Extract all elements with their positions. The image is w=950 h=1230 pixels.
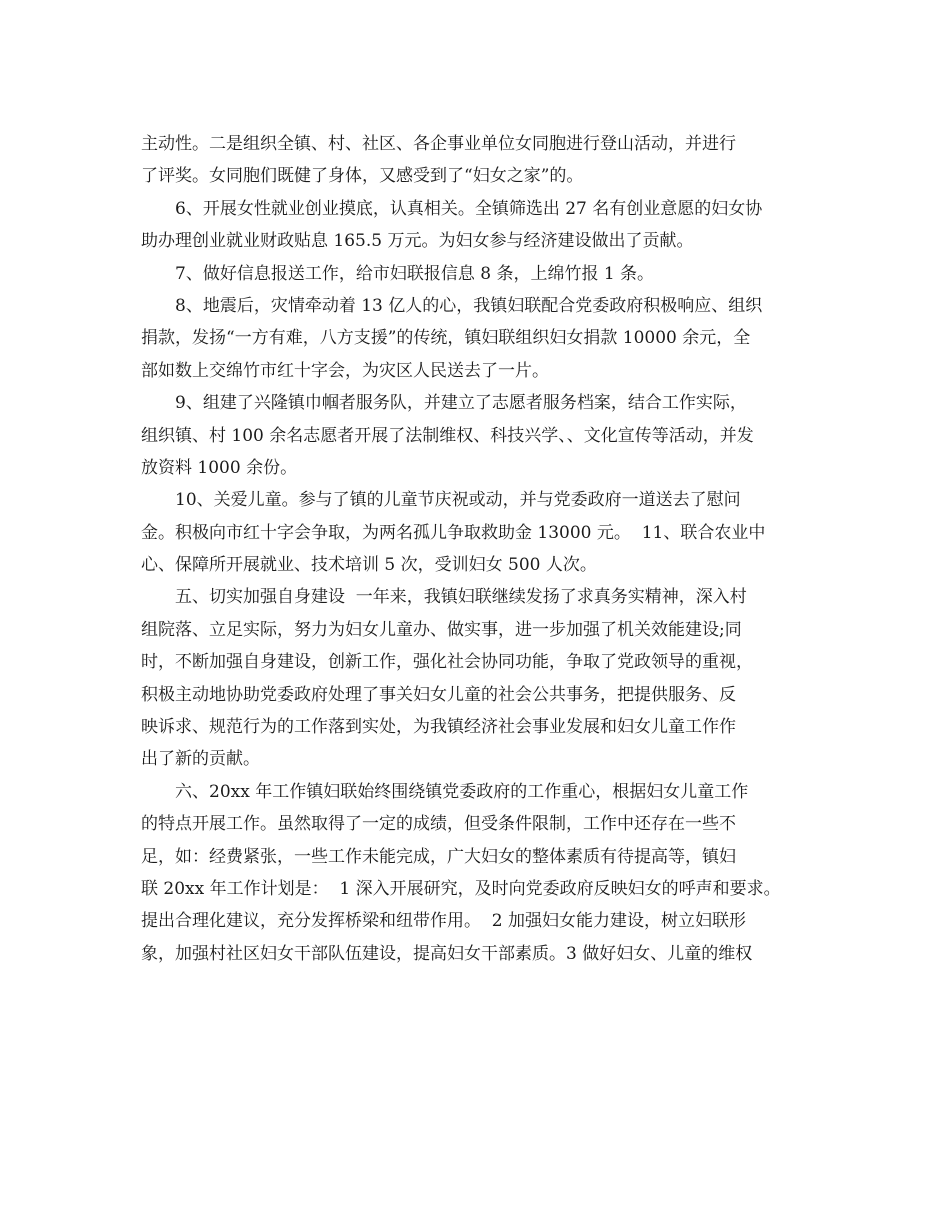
text-line: 时，不断加强自身建设，创新工作，强化社会协同功能，争取了党政领导的重视， <box>141 652 753 673</box>
text-line: 足，如：经费紧张，一些工作未能完成，广大妇女的整体素质有待提高等，镇妇 <box>141 846 736 867</box>
text-line: 出了新的贡献。 <box>141 749 260 770</box>
text-line: 9、组建了兴隆镇巾帼者服务队，并建立了志愿者服务档案，结合工作实际， <box>175 393 747 414</box>
document-body <box>141 128 821 970</box>
text-line: 组织镇、村 100 余名志愿者开展了法制维权、科技兴学、、文化宣传等活动，并发 <box>141 425 754 446</box>
text-line: 捐款，发扬“一方有难，八方支援”的传统，镇妇联组织妇女捐款 10000 余元，全 <box>141 328 751 349</box>
text-line: 的特点开展工作。虽然取得了一定的成绩，但受条件限制，工作中还存在一些不 <box>141 814 736 835</box>
text-line: 心、保障所开展就业、技术培训 5 次，受训妇女 500 人次。 <box>141 555 597 576</box>
text-line: 组院落、立足实际，努力为妇女儿童办、做实事，进一步加强了机关效能建设;同 <box>141 619 742 640</box>
text-line: 五、切实加强自身建设 一年来，我镇妇联继续发扬了求真务实精神，深入村 <box>175 587 747 608</box>
text-line: 映诉求、规范行为的工作落到实处，为我镇经济社会事业发展和妇女儿童工作作 <box>141 717 736 738</box>
text-line: 金。积极向市红十字会争取，为两名孤儿争取救助金 13000 元。 11、联合农业中 <box>141 522 766 543</box>
text-line: 10、关爱儿童。参与了镇的儿童节庆祝或动，并与党委政府一道送去了慰问 <box>175 490 741 511</box>
text-line: 部如数上交绵竹市红十字会，为灾区人民送去了一片。 <box>141 360 549 381</box>
text-line: 积极主动地协助党委政府处理了事关妇女儿童的社会公共事务，把提供服务、反 <box>141 684 736 705</box>
text-line: 象，加强村社区妇女干部队伍建设，提高妇女干部素质。3 做好妇女、儿童的维权 <box>141 943 753 964</box>
text-line: 6、开展女性就业创业摸底，认真相关。全镇筛选出 27 名有创业意愿的妇女协 <box>175 198 763 219</box>
text-line: 六、20xx 年工作镇妇联始终围绕镇党委政府的工作重心，根据妇女儿童工作 <box>175 781 749 802</box>
text-line: 提出合理化建议，充分发挥桥梁和纽带作用。 2 加强妇女能力建设，树立妇联形 <box>141 911 747 932</box>
text-line: 放资料 1000 余份。 <box>141 457 298 478</box>
text-line: 7、做好信息报送工作，给市妇联报信息 8 条，上绵竹报 1 条。 <box>175 263 655 284</box>
text-line: 联 20xx 年工作计划是： 1 深入开展研究，及时向党委政府反映妇女的呼声和要求。 <box>141 878 781 899</box>
text-line: 了评奖。女同胞们既健了身体，又感受到了“妇女之家”的。 <box>141 166 584 187</box>
text-line: 主动性。二是组织全镇、村、社区、各企事业单位女同胞进行登山活动，并进行 <box>141 134 736 154</box>
text-line: 助办理创业就业财政贴息 165.5 万元。为妇女参与经济建设做出了贡献。 <box>141 231 694 252</box>
text-line: 8、地震后，灾情牵动着 13 亿人的心，我镇妇联配合党委政府积极响应、组织 <box>175 295 763 316</box>
